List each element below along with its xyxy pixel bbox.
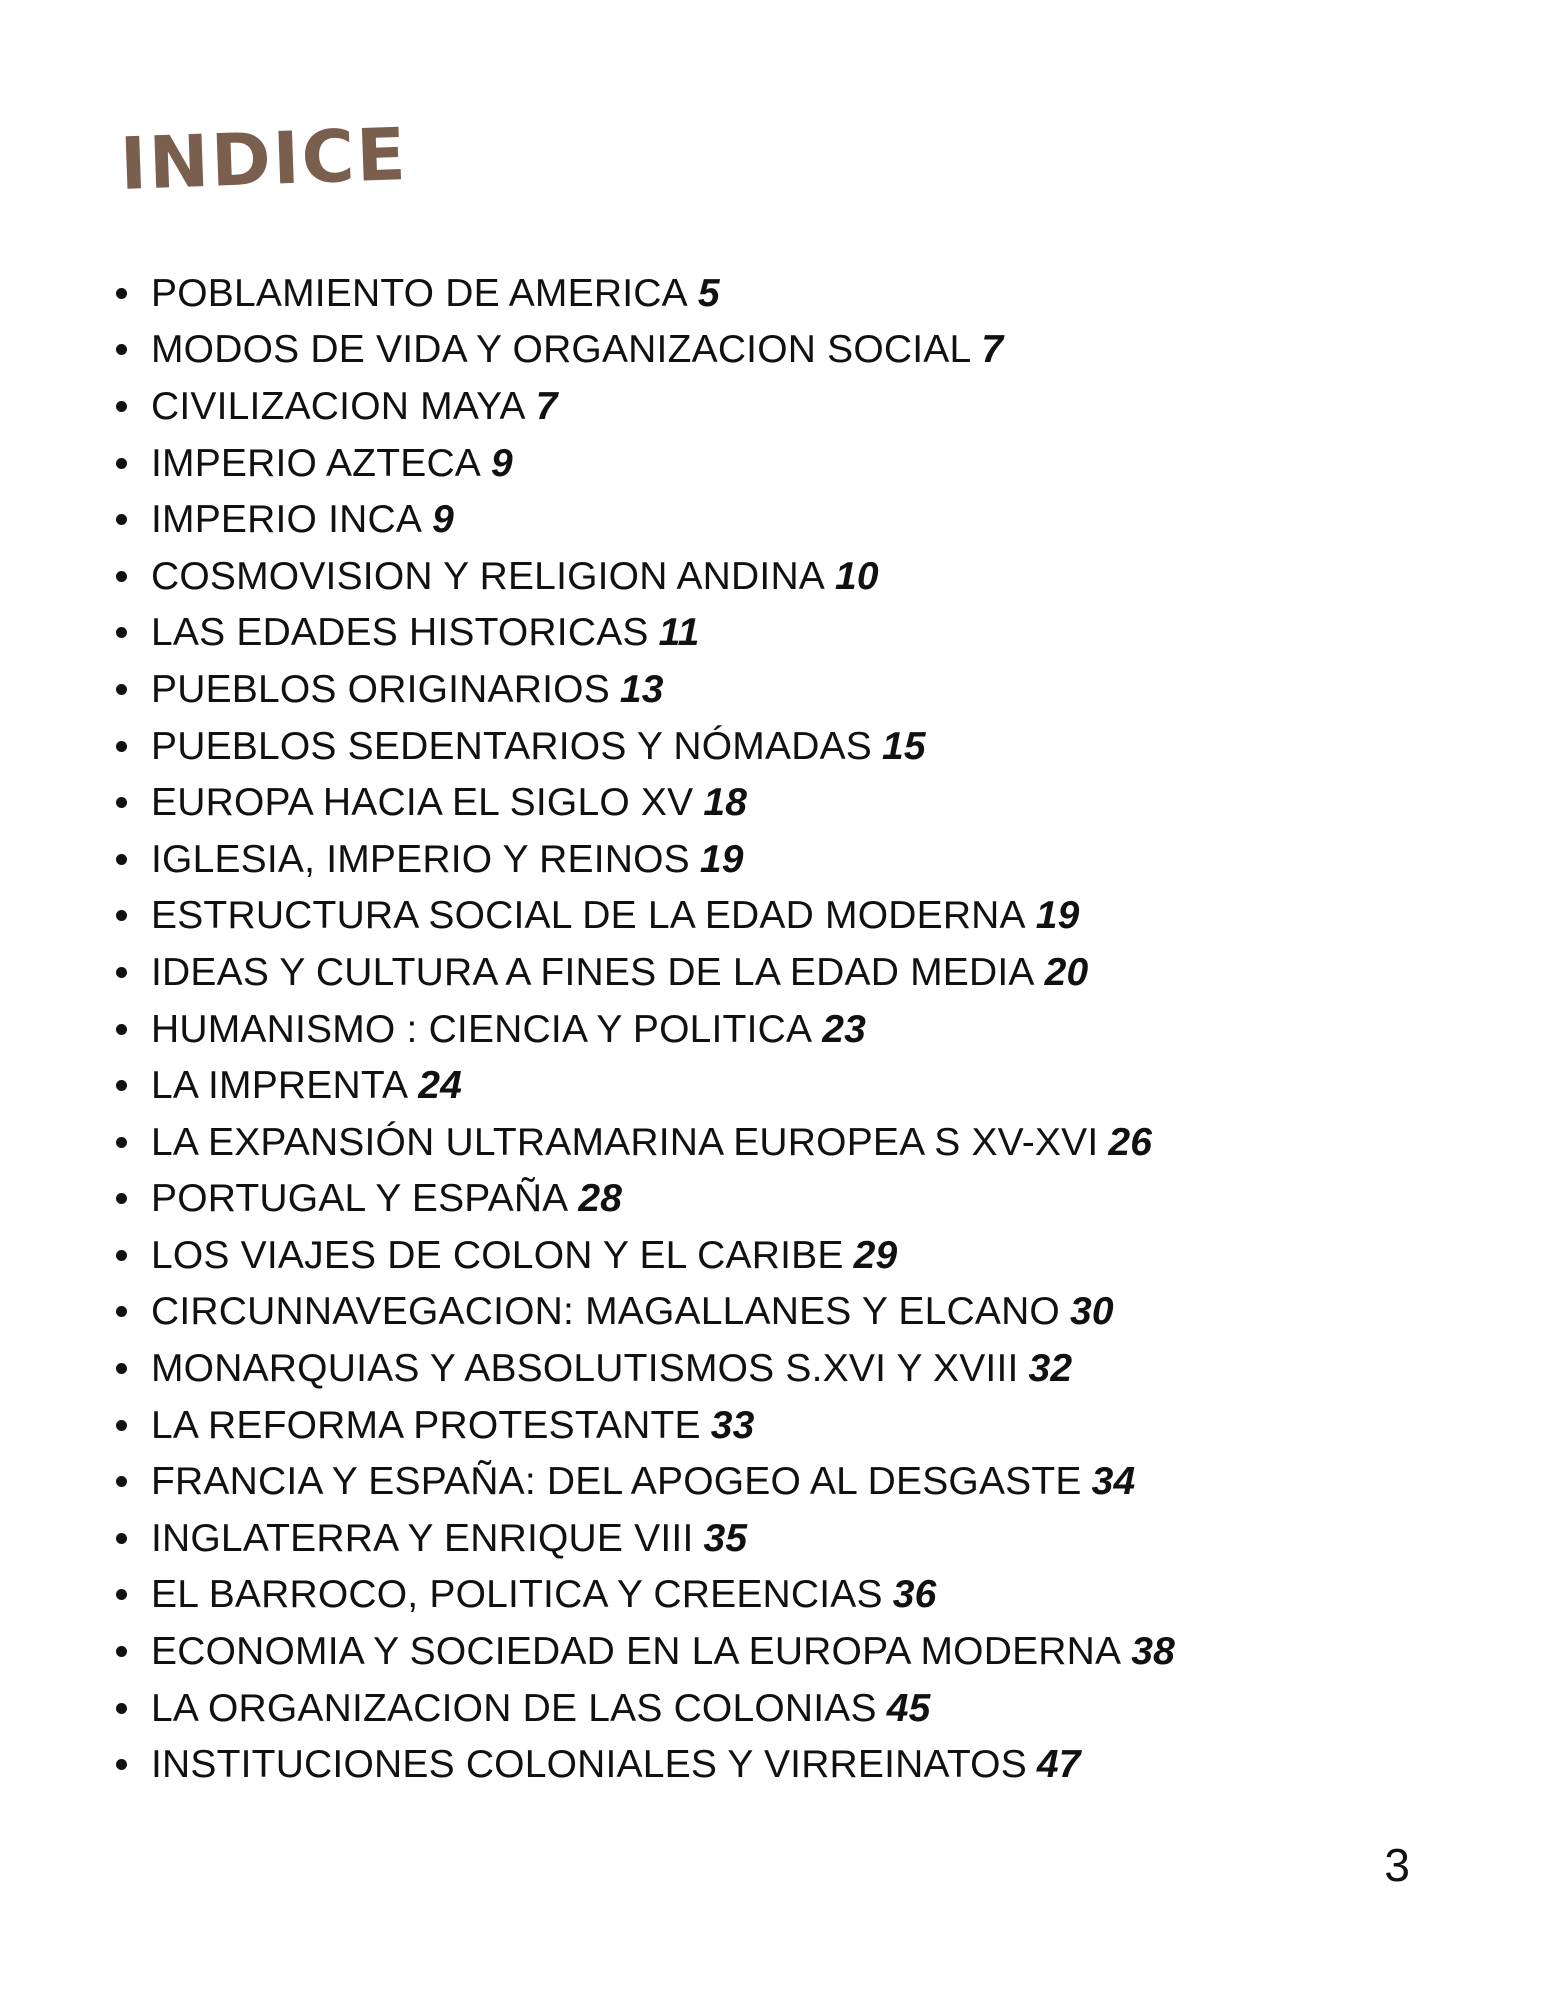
toc-item-title: HUMANISMO : CIENCIA Y POLITICA (151, 1007, 813, 1051)
toc-item-page: 47 (1036, 1743, 1081, 1787)
toc-item-page: 15 (882, 724, 926, 768)
toc-item-title: PUEBLOS ORIGINARIOS (151, 667, 610, 711)
toc-item (110, 605, 1440, 662)
toc-item (110, 1284, 1440, 1341)
toc-item-title: LA IMPRENTA (151, 1064, 409, 1108)
page-title: INDICE (118, 111, 409, 206)
toc-item-page: 20 (1044, 950, 1089, 994)
toc-item (110, 1623, 1440, 1680)
bullet-icon (116, 1193, 127, 1204)
bullet-icon (116, 1476, 127, 1487)
toc-item-title: CIVILIZACION MAYA (151, 384, 526, 428)
toc-item (110, 774, 1440, 831)
toc-item (110, 1114, 1440, 1171)
bullet-icon (116, 458, 127, 469)
bullet-icon (116, 1250, 127, 1261)
toc-item-title: MODOS DE VIDA Y ORGANIZACION SOCIAL (151, 328, 972, 372)
bullet-icon (116, 1589, 127, 1600)
toc-item (110, 548, 1440, 605)
toc-item (110, 888, 1440, 945)
bullet-icon (116, 344, 127, 355)
toc-item-title: POBLAMIENTO DE AMERICA (151, 271, 688, 315)
toc-item-title: PUEBLOS SEDENTARIOS Y NÓMADAS (151, 724, 872, 768)
toc-item-title: LA EXPANSIÓN ULTRAMARINA EUROPEA S XV-XVI (151, 1120, 1099, 1164)
toc-item-page: 34 (1091, 1460, 1136, 1504)
toc-item-title: ECONOMIA Y SOCIEDAD EN LA EUROPA MODERNA (151, 1630, 1122, 1674)
toc-item-page: 30 (1069, 1290, 1114, 1334)
toc-item-page: 7 (981, 328, 1004, 372)
toc-item (110, 435, 1440, 492)
bullet-icon (116, 1703, 127, 1714)
bullet-icon (116, 1306, 127, 1317)
table-of-contents (110, 265, 1440, 1793)
toc-item-title: EUROPA HACIA EL SIGLO XV (151, 781, 694, 825)
toc-item-page: 29 (853, 1233, 898, 1277)
bullet-icon (116, 288, 127, 299)
toc-item-title: LA ORGANIZACION DE LAS COLONIAS (151, 1686, 877, 1730)
bullet-icon (116, 1024, 127, 1035)
toc-item-page: 24 (418, 1064, 462, 1108)
bullet-icon (116, 684, 127, 695)
toc-item-page: 19 (1035, 894, 1080, 938)
toc-item (110, 661, 1440, 718)
toc-item-page: 35 (703, 1516, 748, 1560)
toc-item-page: 28 (578, 1177, 623, 1221)
toc-item (110, 1567, 1440, 1624)
toc-item-page: 26 (1108, 1120, 1153, 1164)
toc-item-title: FRANCIA Y ESPAÑA: DEL APOGEO AL DESGASTE (151, 1460, 1082, 1504)
toc-item (110, 944, 1440, 1001)
toc-item-page: 32 (1028, 1347, 1073, 1391)
toc-item (110, 1227, 1440, 1284)
bullet-icon (116, 1646, 127, 1657)
toc-item-page: 9 (491, 441, 513, 485)
toc-item-page: 13 (619, 667, 664, 711)
bullet-icon (116, 514, 127, 525)
toc-item (110, 831, 1440, 888)
toc-item (110, 1340, 1440, 1397)
toc-item-title: COSMOVISION Y RELIGION ANDINA (151, 554, 826, 598)
toc-item-page: 7 (535, 384, 558, 428)
bullet-icon (116, 1420, 127, 1431)
toc-item-title: CIRCUNNAVEGACION: MAGALLANES Y ELCANO (151, 1290, 1060, 1334)
toc-item-page: 11 (658, 611, 700, 655)
toc-item (110, 322, 1440, 379)
bullet-icon (116, 1137, 127, 1148)
toc-item (110, 265, 1440, 322)
toc-item (110, 1510, 1440, 1567)
toc-item-title: INSTITUCIONES COLONIALES Y VIRREINATOS (151, 1743, 1027, 1787)
toc-item-title: INGLATERRA Y ENRIQUE VIII (151, 1516, 694, 1560)
toc-item (110, 1736, 1440, 1793)
toc-item (110, 1680, 1440, 1737)
bullet-icon (116, 571, 127, 582)
toc-item-page: 5 (697, 271, 720, 315)
bullet-icon (116, 910, 127, 921)
toc-item-title: MONARQUIAS Y ABSOLUTISMOS S.XVI Y XVIII (151, 1347, 1019, 1391)
toc-item-title: IMPERIO AZTECA (151, 441, 482, 485)
toc-item-page: 10 (835, 554, 879, 598)
toc-item-title: ESTRUCTURA SOCIAL DE LA EDAD MODERNA (151, 894, 1026, 938)
toc-item (110, 1453, 1440, 1510)
toc-item-page: 18 (703, 781, 748, 825)
toc-item-page: 19 (699, 837, 744, 881)
toc-item-page: 36 (892, 1573, 937, 1617)
toc-item (110, 718, 1440, 775)
bullet-icon (116, 1759, 127, 1770)
toc-item-page: 9 (432, 498, 454, 542)
bullet-icon (116, 401, 127, 412)
toc-item (110, 1001, 1440, 1058)
toc-item-title: PORTUGAL Y ESPAÑA (151, 1177, 569, 1221)
bullet-icon (116, 854, 127, 865)
toc-item-title: LOS VIAJES DE COLON Y EL CARIBE (151, 1233, 844, 1277)
bullet-icon (116, 967, 127, 978)
toc-item-title: IGLESIA, IMPERIO Y REINOS (151, 837, 690, 881)
toc-item (110, 1057, 1440, 1114)
toc-item-title: IMPERIO INCA (151, 498, 423, 542)
toc-item-title: IDEAS Y CULTURA A FINES DE LA EDAD MEDIA (151, 950, 1035, 994)
page-number: 3 (1384, 1839, 1410, 1891)
bullet-icon (116, 1080, 127, 1091)
bullet-icon (116, 741, 127, 752)
toc-item-title: LAS EDADES HISTORICAS (151, 611, 649, 655)
bullet-icon (116, 797, 127, 808)
bullet-icon (116, 627, 127, 638)
bullet-icon (116, 1363, 127, 1374)
toc-item-page: 33 (710, 1403, 755, 1447)
toc-item (110, 491, 1440, 548)
toc-item-page: 23 (822, 1007, 866, 1051)
toc-item (110, 378, 1440, 435)
toc-item-page: 38 (1131, 1630, 1176, 1674)
toc-item-page: 45 (886, 1686, 931, 1730)
toc-item-title: EL BARROCO, POLITICA Y CREENCIAS (151, 1573, 883, 1617)
toc-item (110, 1397, 1440, 1454)
toc-item-title: LA REFORMA PROTESTANTE (151, 1403, 701, 1447)
bullet-icon (116, 1533, 127, 1544)
toc-item (110, 1171, 1440, 1228)
